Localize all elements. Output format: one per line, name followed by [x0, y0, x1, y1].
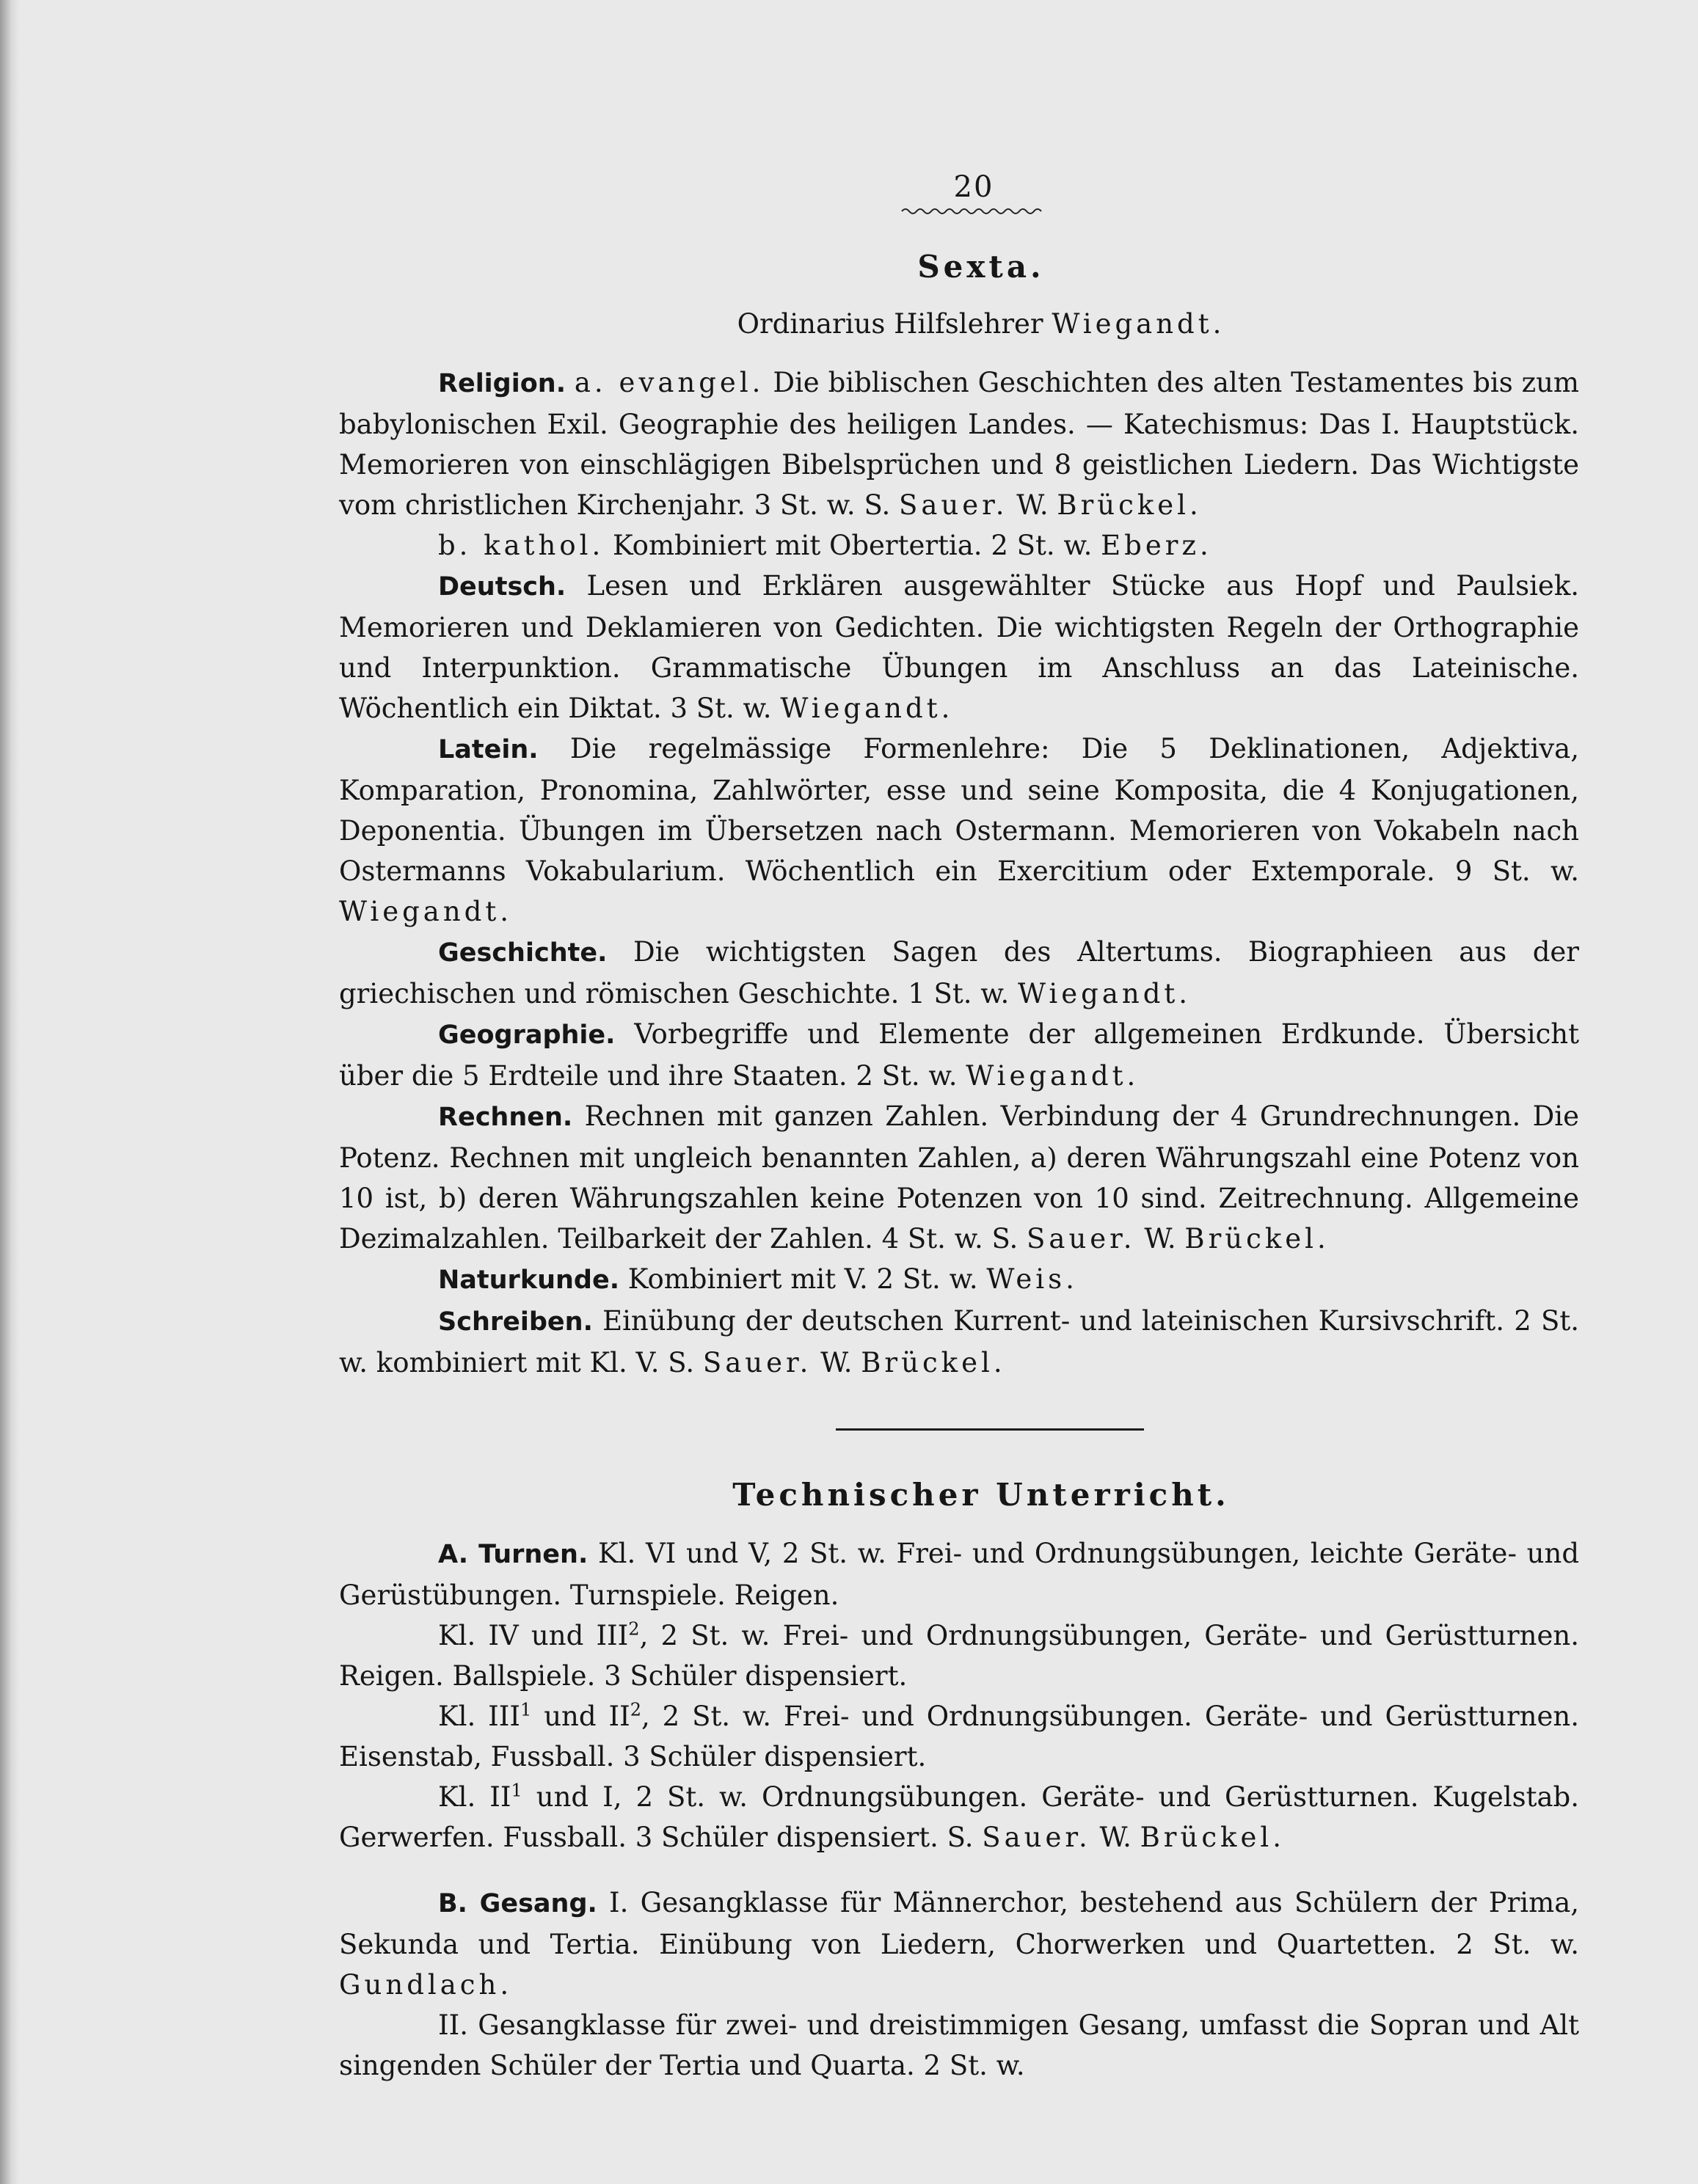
subject-heading-rechnen: Rechnen.: [438, 1103, 573, 1132]
turnen-text: und II: [531, 1701, 630, 1732]
label-evangel: a. evangel.: [574, 367, 765, 398]
gesang-ii-text: II. Gesangklasse für zwei- und dreistimmigen Gesang, umfasst die Sopran und Alt singenden Schüler der Tertia und Quarta. 2 St. w.: [339, 2009, 1579, 2081]
schreiben-text: Einübung der deutschen Kurrent- und lateinischen Kursivschrift. 2 St. w. kombiniert mit Kl. V. S.: [339, 1305, 1579, 1378]
paragraph-latein: [339, 728, 1579, 932]
religion-evangel-text: Die biblischen Geschichten des alten Testamentes bis zum babylonischen Exil. Geographie des heiligen Landes. — Katechismus: Das I. Hauptstück. Memorieren von einschlägigen Bibelsprüchen und 8 geistlichen Liedern. Das Wichtigste vom christlichen Kirchenjahr. 3 St. w. S.: [339, 367, 1580, 521]
superscript: 1: [511, 1780, 522, 1801]
subject-heading-religion: Religion.: [438, 369, 566, 398]
turnen-text: und I, 2 St. w. Ordnungsübungen. Geräte- und Gerüstturnen. Kugelstab. Gerwerfen. Fussball. 3 Schüler dispensiert. S.: [339, 1781, 1579, 1853]
paragraph-schreiben: [339, 1301, 1579, 1383]
teacher-name: Sauer.: [982, 1822, 1091, 1853]
subject-heading-latein: Latein.: [438, 735, 539, 764]
turnen-text: , 2 St. w. Frei- und Ordnungsübungen, Geräte- und Gerüstturnen. Reigen. Ballspiele. 3 Schüler dispensiert.: [339, 1620, 1579, 1692]
paragraph-religion-kathol: [339, 525, 1579, 566]
turnen-intro-text: Kl. VI und V, 2 St. w. Frei- und Ordnungsübungen, leichte Geräte- und Gerüstübungen. Turnspiele. Reigen.: [339, 1538, 1580, 1611]
wavy-rule-ornament: [871, 205, 1047, 216]
turnen-text: Kl. II: [438, 1781, 511, 1813]
teacher-name: Brückel.: [1057, 489, 1202, 521]
subject-heading-geschichte: Geschichte.: [438, 938, 608, 968]
paragraph-turnen: [339, 1533, 1579, 1615]
section-title-technischer-unterricht: Technischer Unterricht.: [732, 1477, 1230, 1513]
subject-heading-schreiben: Schreiben.: [438, 1307, 593, 1337]
teacher-name: Wiegandt.: [339, 896, 512, 927]
subject-heading-turnen: A. Turnen.: [438, 1540, 589, 1569]
paragraph-deutsch: [339, 566, 1579, 728]
text-column: [339, 169, 1579, 2086]
ordinarius-name: Wiegandt.: [1052, 308, 1225, 340]
teacher-name: Sauer.: [899, 489, 1008, 521]
religion-kathol-text: Kombiniert mit Obertertia. 2 St. w.: [613, 530, 1093, 561]
paragraph-geschichte: [339, 932, 1579, 1014]
paragraph-turnen-kl-ii: [339, 1777, 1579, 1858]
teacher-initial: W.: [1016, 489, 1049, 521]
paragraph-gesang-ii: [339, 2005, 1579, 2086]
paragraph-naturkunde: [339, 1259, 1579, 1301]
teacher-name: Sauer.: [702, 1347, 812, 1378]
teacher-name: Gundlach.: [339, 1969, 513, 2001]
teacher-name: Weis.: [986, 1263, 1078, 1295]
subject-heading-gesang: B. Gesang.: [438, 1889, 597, 1918]
geographie-text: Vorbegriffe und Elemente der allgemeinen Erdkunde. Übersicht über die 5 Erdteile und ihre Staaten. 2 St. w.: [339, 1018, 1579, 1092]
ordinarius-line: [339, 305, 1579, 343]
teacher-name: Wiegandt.: [780, 693, 954, 724]
section-title-sexta: Sexta.: [917, 249, 1045, 285]
paragraph-turnen-kl-iv: [339, 1615, 1579, 1696]
turnen-text: , 2 St. w. Frei- und Ordnungsübungen. Geräte- und Gerüstturnen. Eisenstab, Fussball. 3 Schüler dispensiert.: [339, 1701, 1579, 1772]
turnen-text: Kl. III: [438, 1701, 520, 1732]
teacher-name: Wiegandt.: [966, 1060, 1140, 1092]
gesang-i-text: I. Gesangklasse für Männerchor, bestehend aus Schülern der Prima, Sekunda und Tertia. Einübung von Liedern, Chorwerken und Quartetten. 2 St. w.: [339, 1887, 1580, 1960]
section-divider: [836, 1428, 1144, 1431]
teacher-initial: W.: [1144, 1223, 1176, 1254]
label-kathol: b. kathol.: [438, 530, 605, 561]
superscript: 1: [520, 1699, 532, 1720]
rechnen-text: Rechnen mit ganzen Zahlen. Verbindung der 4 Grundrechnungen. Die Potenz. Rechnen mit ungleich benannten Zahlen, a) deren Währungszahl eine Potenz von 10 ist, b) deren Währungszahlen keine Potenzen von 10 sind. Zeitrechnung. Allgemeine Dezimalzahlen. Teilbarkeit der Zahlen. 4 St. w. S.: [339, 1100, 1580, 1254]
teacher-initial: W.: [820, 1347, 853, 1378]
teacher-name: Eberz.: [1101, 530, 1212, 561]
teacher-name: Brückel.: [1140, 1822, 1285, 1853]
subject-heading-naturkunde: Naturkunde.: [438, 1266, 620, 1295]
teacher-name: Sauer.: [1027, 1223, 1136, 1254]
teacher-name: Wiegandt.: [1018, 978, 1192, 1009]
paragraph-geographie: [339, 1014, 1579, 1096]
paragraph-rechnen: [339, 1096, 1579, 1259]
teacher-name: Brückel.: [1184, 1223, 1330, 1254]
superscript: 2: [630, 1699, 641, 1720]
paragraph-gesang-i: [339, 1882, 1579, 2005]
teacher-initial: W.: [1099, 1822, 1132, 1853]
geschichte-text: Die wichtigsten Sagen des Altertums. Biographieen aus der griechischen und römischen Geschichte. 1 St. w.: [339, 936, 1579, 1009]
spacer: [339, 1858, 1579, 1882]
naturkunde-text: Kombiniert mit V. 2 St. w.: [627, 1263, 978, 1295]
paragraph-religion-evangel: [339, 362, 1579, 525]
turnen-text: Kl. IV und III: [438, 1620, 629, 1651]
teacher-name: Brückel.: [861, 1347, 1006, 1378]
latein-text: Die regelmässige Formenlehre: Die 5 Deklinationen, Adjektiva, Komparation, Pronomina, Zahlwörter, esse und seine Komposita, die 4 Konjugationen, Deponentia. Übungen im Übersetzen nach Ostermann. Memorieren von Vokabeln nach Ostermanns Vokabularium. Wöchentlich ein Exercitium oder Extemporale. 9 St. w.: [339, 733, 1579, 887]
subject-heading-geographie: Geographie.: [438, 1020, 616, 1050]
subject-heading-deutsch: Deutsch.: [438, 572, 566, 602]
paragraph-turnen-kl-iii: [339, 1696, 1579, 1777]
deutsch-text: Lesen und Erklären ausgewählter Stücke aus Hopf und Paulsiek. Memorieren und Deklamieren von Gedichten. Die wichtigsten Regeln der Orthographie und Interpunktion. Grammatische Übungen im Anschluss an das Lateinische. Wöchentlich ein Diktat. 3 St. w.: [339, 570, 1580, 724]
superscript: 2: [628, 1618, 640, 1640]
page-number: 20: [953, 170, 994, 204]
ordinarius-prefix: Ordinarius Hilfslehrer: [737, 308, 1043, 340]
